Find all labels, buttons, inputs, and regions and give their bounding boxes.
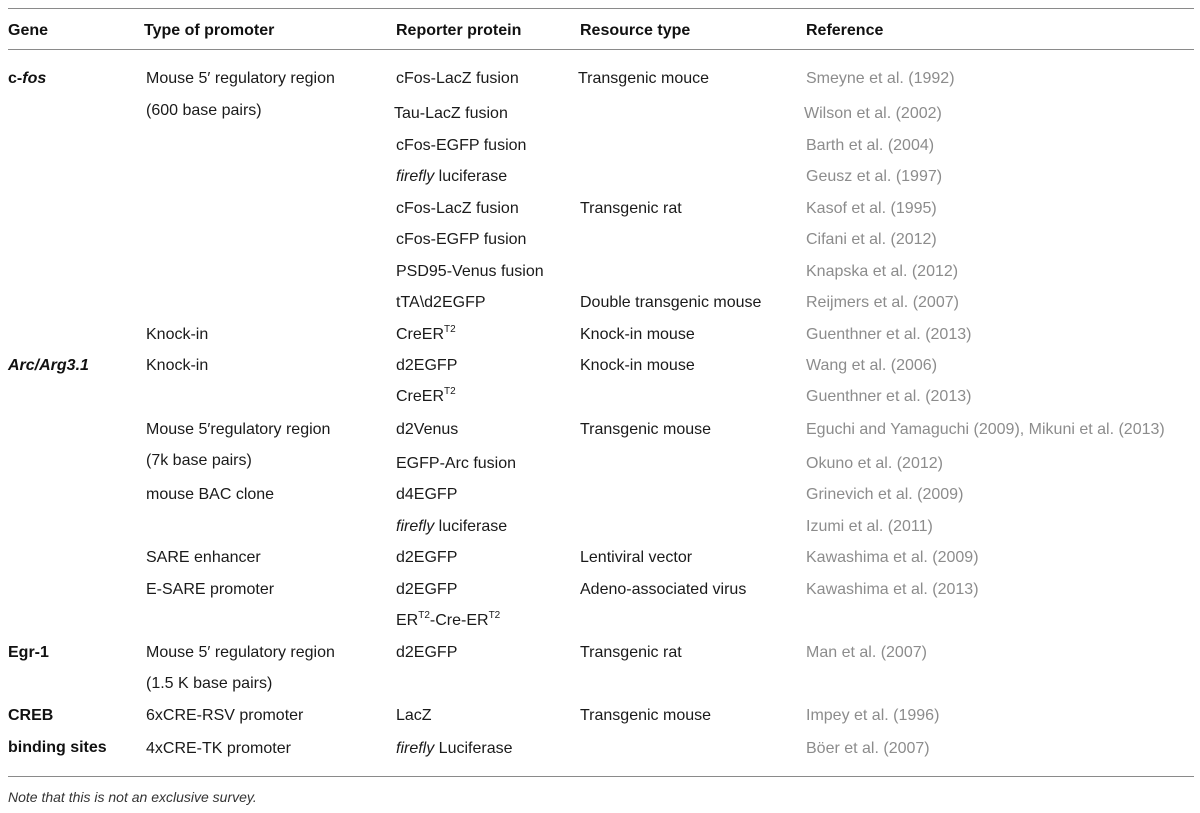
- header-reference: Reference: [806, 22, 884, 39]
- reporter-cell: Tau-LacZ fusion: [394, 105, 508, 122]
- reference-cell: Böer et al. (2007): [806, 740, 930, 757]
- reporter-cell: cFos-LacZ fusion: [396, 200, 519, 217]
- reference-cell: Grinevich et al. (2009): [806, 486, 964, 503]
- resource-cell: Double transgenic mouse: [580, 294, 762, 311]
- reference-cell: Kawashima et al. (2009): [806, 549, 979, 566]
- reporter-cell: cFos-LacZ fusion: [396, 70, 519, 87]
- reporter-cell: tTA\d2EGFP: [396, 294, 486, 311]
- reporter-cell: CreER$^{T2}$: [396, 323, 456, 343]
- reference-cell: Kasof et al. (1995): [806, 200, 937, 217]
- promoter-cell: Mouse 5′regulatory region: [146, 421, 331, 438]
- reporter-cell: cFos-EGFP fusion: [396, 137, 527, 154]
- promoter-cell: (7k base pairs): [146, 452, 252, 469]
- reference-cell: Knapska et al. (2012): [806, 263, 959, 280]
- reference-cell: Kawashima et al. (2013): [806, 581, 979, 598]
- reporter-cell: d2EGFP: [396, 581, 458, 598]
- promoter-cell: 6xCRE-RSV promoter: [146, 707, 304, 724]
- gene-creb-line1: CREB: [8, 707, 54, 724]
- reporter-cell: d2EGFP: [396, 357, 458, 374]
- header-resource: Resource type: [580, 22, 691, 39]
- resource-cell: Knock-in mouse: [580, 326, 695, 343]
- reference-cell: Geusz et al. (1997): [806, 168, 943, 185]
- promoter-cell: SARE enhancer: [146, 549, 261, 566]
- reference-cell: Wang et al. (2006): [806, 357, 938, 374]
- promoter-cell: (600 base pairs): [146, 102, 262, 119]
- reference-cell: Eguchi and Yamaguchi (2009), Mikuni et al. (2013): [806, 421, 1165, 438]
- bottom-rule: [8, 776, 1194, 777]
- gene-egr1: Egr-1: [8, 644, 49, 661]
- top-rule: [8, 8, 1194, 9]
- promoter-cell: Knock-in: [146, 357, 209, 374]
- resource-cell: Transgenic mouse: [580, 707, 712, 724]
- header-reporter: Reporter protein: [396, 22, 522, 39]
- header-promoter: Type of promoter: [144, 22, 275, 39]
- reference-cell: Barth et al. (2004): [806, 137, 935, 154]
- gene-creb-line2: binding sites: [8, 739, 107, 756]
- promoter-cell: E-SARE promoter: [146, 581, 275, 598]
- reference-cell: Okuno et al. (2012): [806, 455, 943, 472]
- promoter-cell: 4xCRE-TK promoter: [146, 740, 291, 757]
- reference-cell: Impey et al. (1996): [806, 707, 940, 724]
- header-rule: [8, 49, 1194, 50]
- gene-arc: Arc/Arg3.1: [8, 357, 89, 374]
- reference-cell: Wilson et al. (2002): [804, 105, 942, 122]
- reporter-cell: firefly Luciferase: [396, 740, 513, 757]
- reference-cell: Reijmers et al. (2007): [806, 294, 959, 311]
- reporter-cell: firefly luciferase: [396, 168, 508, 185]
- reporter-cell: cFos-EGFP fusion: [396, 231, 527, 248]
- promoter-cell: mouse BAC clone: [146, 486, 275, 503]
- header-gene: Gene: [8, 22, 49, 39]
- promoter-cell: Knock-in: [146, 326, 209, 343]
- reporter-cell: d2Venus: [396, 421, 459, 438]
- resource-cell: Transgenic rat: [580, 200, 682, 217]
- reference-cell: Cifani et al. (2012): [806, 231, 937, 248]
- reporter-cell: $ER^{T2}-Cre-ER^{T2}$: [396, 609, 501, 629]
- resource-cell: Transgenic mouse: [580, 421, 712, 438]
- reference-cell: Guenthner et al. (2013): [806, 326, 972, 343]
- reporter-cell: d4EGFP: [396, 486, 458, 503]
- reporter-cell: LacZ: [396, 707, 432, 724]
- promoter-cell: (1.5 K base pairs): [146, 675, 273, 692]
- table-footnote: Note that this is not an exclusive survey.: [8, 789, 257, 805]
- reference-cell: Izumi et al. (2011): [806, 518, 933, 535]
- reporter-cell: EGFP-Arc fusion: [396, 455, 517, 472]
- resource-cell: Knock-in mouse: [580, 357, 695, 374]
- resource-cell: Adeno-associated virus: [580, 581, 747, 598]
- reference-cell: Guenthner et al. (2013): [806, 388, 972, 405]
- resource-cell: Transgenic mouce: [578, 70, 710, 87]
- reference-cell: Man et al. (2007): [806, 644, 927, 661]
- reporter-cell: PSD95-Venus fusion: [396, 263, 544, 280]
- promoter-cell: Mouse 5′ regulatory region: [146, 644, 335, 661]
- resource-cell: Lentiviral vector: [580, 549, 693, 566]
- reference-cell: Smeyne et al. (1992): [806, 70, 955, 87]
- reporter-cell: CreER$^{T2}$: [396, 385, 456, 405]
- reporter-cell: d2EGFP: [396, 549, 458, 566]
- reporter-cell: d2EGFP: [396, 644, 458, 661]
- gene-cfos: c-fos: [8, 70, 47, 87]
- promoter-cell: Mouse 5′ regulatory region: [146, 70, 335, 87]
- reporter-cell: firefly luciferase: [396, 518, 508, 535]
- resource-cell: Transgenic rat: [580, 644, 682, 661]
